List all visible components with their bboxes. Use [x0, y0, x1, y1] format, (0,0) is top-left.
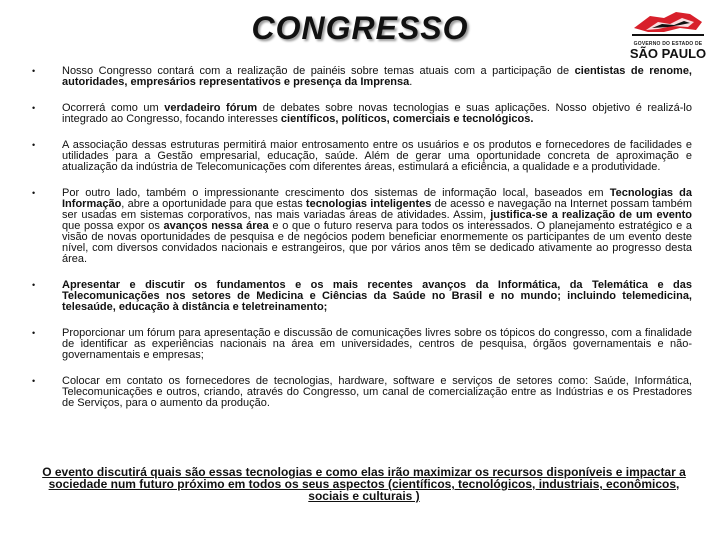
list-item	[28, 140, 692, 173]
bullet-dot-icon: •	[32, 280, 36, 290]
text-segment: , abre a oportunidade para que estas	[121, 198, 306, 210]
bullet-dot-icon: •	[32, 328, 36, 338]
closing-statement: O evento discutirá quais são essas tecnologias e como elas irão maximizar os recursos disponíveis e impactar a sociedade num futuro próximo em todos os seus aspectos (científicos, tecnológicos, industriais, econômicos, sociais e culturais )	[42, 465, 686, 503]
bold-text-segment: Apresentar e discutir os fundamentos e os mais recentes avanços da Informática, da Telemática e das Telecomunicações nos setores de Medicina e Ciências da Saúde no Brasil e no mundo; incluindo telemedicina, telesaúde, educação à distância e teletreinamento;	[62, 279, 692, 313]
list-item	[28, 376, 692, 409]
bold-text-segment: tecnologias inteligentes	[305, 198, 432, 210]
list-item	[28, 328, 692, 361]
text-segment: Ocorrerá como um	[62, 102, 165, 114]
page-title: CONGRESSO	[251, 10, 469, 46]
text-segment: Proporcionar um fórum para apresentação e discussão de comunicações livres sobre os tópicos do congresso, com a finalidade de identificar as experiências nacionais na área em universidades, centros de pesquisa, órgãos governamentais e não-governamentais e empresas;	[62, 327, 692, 361]
logo-line-2: SÃO PAULO	[629, 46, 707, 61]
bullet-dot-icon: •	[32, 140, 36, 150]
text-segment: A associação dessas estruturas permitirá maior entrosamento entre os usuários e os produtos e fornecedores de facilidades e utilidades para a Gestão empresarial, educação, saúde. Além de gerar uma oportunidade concreta de aproximação e atualização da indústria de Telecomunicações com diferentes áreas, estimulará a eficiência, a qualidade e a produtividade.	[62, 139, 692, 173]
bold-text-segment: justifica-se a realização de um evento	[490, 209, 692, 221]
bullet-dot-icon: •	[32, 188, 36, 198]
bold-text-segment: cientistas de renome, autoridades, empresários representativos e presença da Imprensa	[62, 65, 692, 88]
text-segment: Colocar em contato os fornecedores de tecnologias, hardware, software e serviços de setores como: Saúde, Informática, Telecomunicações e outros, criando, através do Congresso, um canal de comercialização entre as Indústrias e os Prestadores de Serviços, para o aumento da produção.	[62, 375, 692, 409]
bold-text-segment: Tecnologias da Informação	[62, 187, 692, 210]
bold-text-segment: verdadeiro fórum	[164, 102, 258, 114]
logo-line-1: GOVERNO DO ESTADO DE	[633, 41, 703, 47]
bullet-list	[28, 66, 692, 424]
list-item	[28, 103, 692, 125]
bullet-dot-icon: •	[32, 103, 36, 113]
bullet-dot-icon: •	[32, 376, 36, 386]
text-segment: de debates sobre novas tecnologias e suas aplicações. Nosso objetivo é realizá-lo integrado ao Congresso, focando interesses	[62, 102, 692, 125]
text-segment: Por outro lado, também o impressionante crescimento dos sistemas de informação local, baseados em	[62, 187, 610, 199]
sao-paulo-government-logo	[624, 6, 712, 64]
bold-text-segment: científicos, políticos, comerciais e tecnológicos.	[280, 113, 534, 125]
bullet-dot-icon: •	[32, 66, 36, 76]
list-item	[28, 280, 692, 313]
text-segment: .	[409, 76, 413, 88]
text-segment: que possa expor os	[62, 220, 164, 232]
text-segment: e o que o futuro reserva para todos os interessados. O planejamento estratégico e a visão de novas oportunidades de pesquisa e de negócios podem beneficiar enormemente os participantes de um evento deste nível, com diversos convidados nacionais e estrangeiros, que por vários anos têm se dedicado ativamente ao progresso desta área.	[62, 220, 692, 265]
text-segment: de acesso e navegação na Internet possam também ser usadas em sistemas corporativos, nas mais variadas áreas de atividades. Assim,	[62, 198, 692, 221]
list-item	[28, 66, 692, 88]
text-segment: Nosso Congresso contará com a realização de painéis sobre temas atuais com a participação de	[62, 65, 575, 77]
sao-paulo-map-emblem	[624, 6, 712, 40]
list-item	[28, 188, 692, 265]
bold-text-segment: avanços nessa área	[163, 220, 269, 232]
